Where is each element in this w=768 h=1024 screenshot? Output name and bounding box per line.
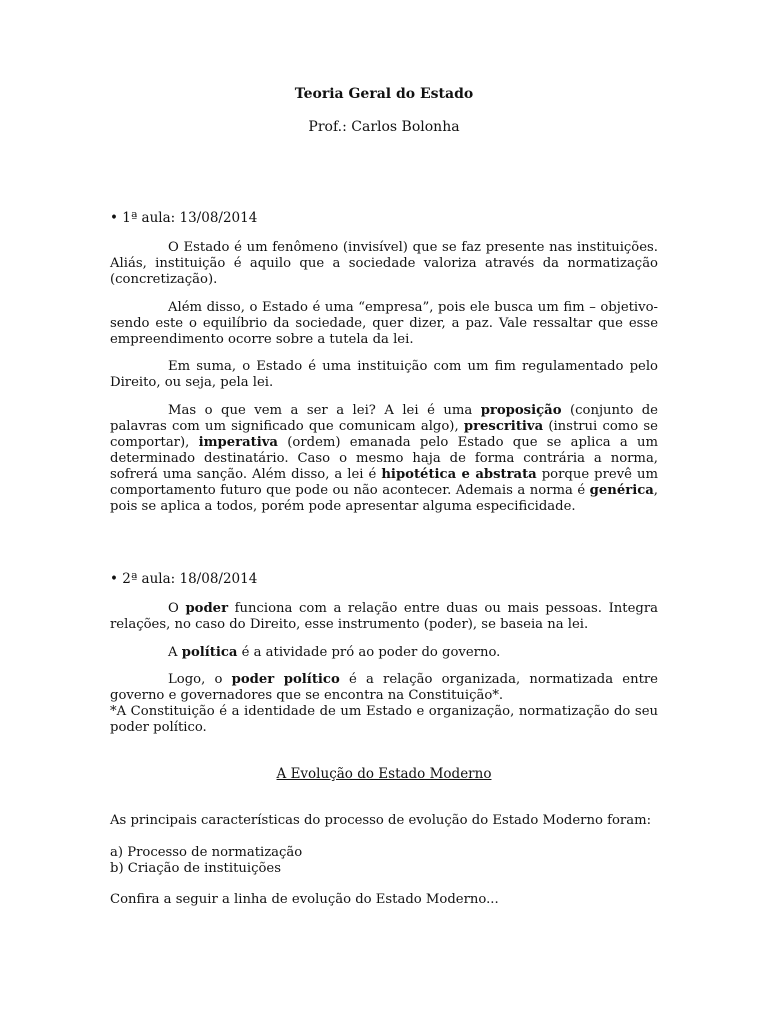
bold-term-proposicao: proposição — [480, 403, 562, 418]
bold-term-hipotetica: hipotética e abstrata — [381, 467, 537, 482]
bold-term-poder: poder — [185, 601, 229, 616]
aula1-heading: • 1ª aula: 13/08/2014 — [110, 210, 258, 226]
aula1-paragraph-2: Além disso, o Estado é uma “empresa”, pois ele busca um fim – objetivo- sendo este o equilíbrio da sociedade, quer dizer, a paz. Vale ressaltar que esse empreendimento ocorre sobre a tutela da lei. — [110, 300, 658, 347]
text-run: Logo, o — [168, 672, 232, 687]
text-run: , pois se aplica a todos, porém pode apresentar alguma especificidade. — [110, 483, 658, 514]
bold-term-prescritiva: prescritiva — [463, 419, 544, 434]
text-run: funciona com a relação entre duas ou mais pessoas. Integra relações, no caso do Direito, esse instrumento (poder), se baseia na lei. — [110, 601, 658, 632]
aula2-heading: • 2ª aula: 18/08/2014 — [110, 571, 258, 587]
bold-term-poder-politico: poder político — [231, 672, 340, 687]
aula1-paragraph-1: O Estado é um fenômeno (invisível) que se faz presente nas instituições. Aliás, instituição é aquilo que a sociedade valoriza através da normatização (concretização). — [110, 240, 658, 287]
evolucao-intro: As principais características do processo de evolução do Estado Moderno foram: — [110, 813, 652, 828]
aula2-paragraph-3 — [110, 672, 658, 704]
document-title: Teoria Geral do Estado — [294, 86, 474, 102]
text-run: é a atividade pró ao poder do governo. — [237, 645, 501, 660]
text-run: (instrui como se comportar), — [110, 419, 658, 450]
aula1-paragraph-4 — [110, 403, 658, 515]
aula2-footnote: *A Constituição é a identidade de um Estado e organização, normatização do seu poder político. — [110, 704, 658, 735]
text-run: A — [168, 645, 182, 660]
bold-term-politica: política — [181, 645, 238, 660]
bold-term-generica: genérica — [589, 483, 654, 498]
text-run: Mas o que vem a ser a lei? A lei é uma — [168, 403, 481, 418]
evolucao-closing: Confira a seguir a linha de evolução do Estado Moderno... — [110, 892, 499, 907]
section-title-evolucao: A Evolução do Estado Moderno — [276, 766, 492, 782]
evolucao-item-b: b) Criação de instituições — [110, 861, 281, 876]
aula2-paragraph-1 — [110, 601, 658, 633]
aula2-paragraph-2 — [110, 645, 658, 661]
evolucao-item-a: a) Processo de normatização — [110, 845, 303, 860]
text-run: O — [168, 601, 186, 616]
aula1-paragraph-3: Em suma, o Estado é uma instituição com um fim regulamentado pelo Direito, ou seja, pela lei. — [110, 359, 658, 390]
text-run: é a relação organizada, normatizada entre governo e governadores que se encontra na Constituição*. — [110, 672, 658, 703]
text-run: porque prevê um comportamento futuro que pode ou não acontecer. Ademais a norma é — [110, 467, 658, 498]
text-run: (ordem) emanada pelo Estado que se aplica a um determinado destinatário. Caso o mesmo haja de forma contrária a norma, sofrerá uma sanção. Além disso, a lei é — [110, 435, 659, 482]
document-author: Prof.: Carlos Bolonha — [308, 119, 460, 135]
bold-term-imperativa: imperativa — [198, 435, 278, 450]
text-run: (conjunto de palavras com um significado que comunicam algo), — [110, 403, 658, 434]
